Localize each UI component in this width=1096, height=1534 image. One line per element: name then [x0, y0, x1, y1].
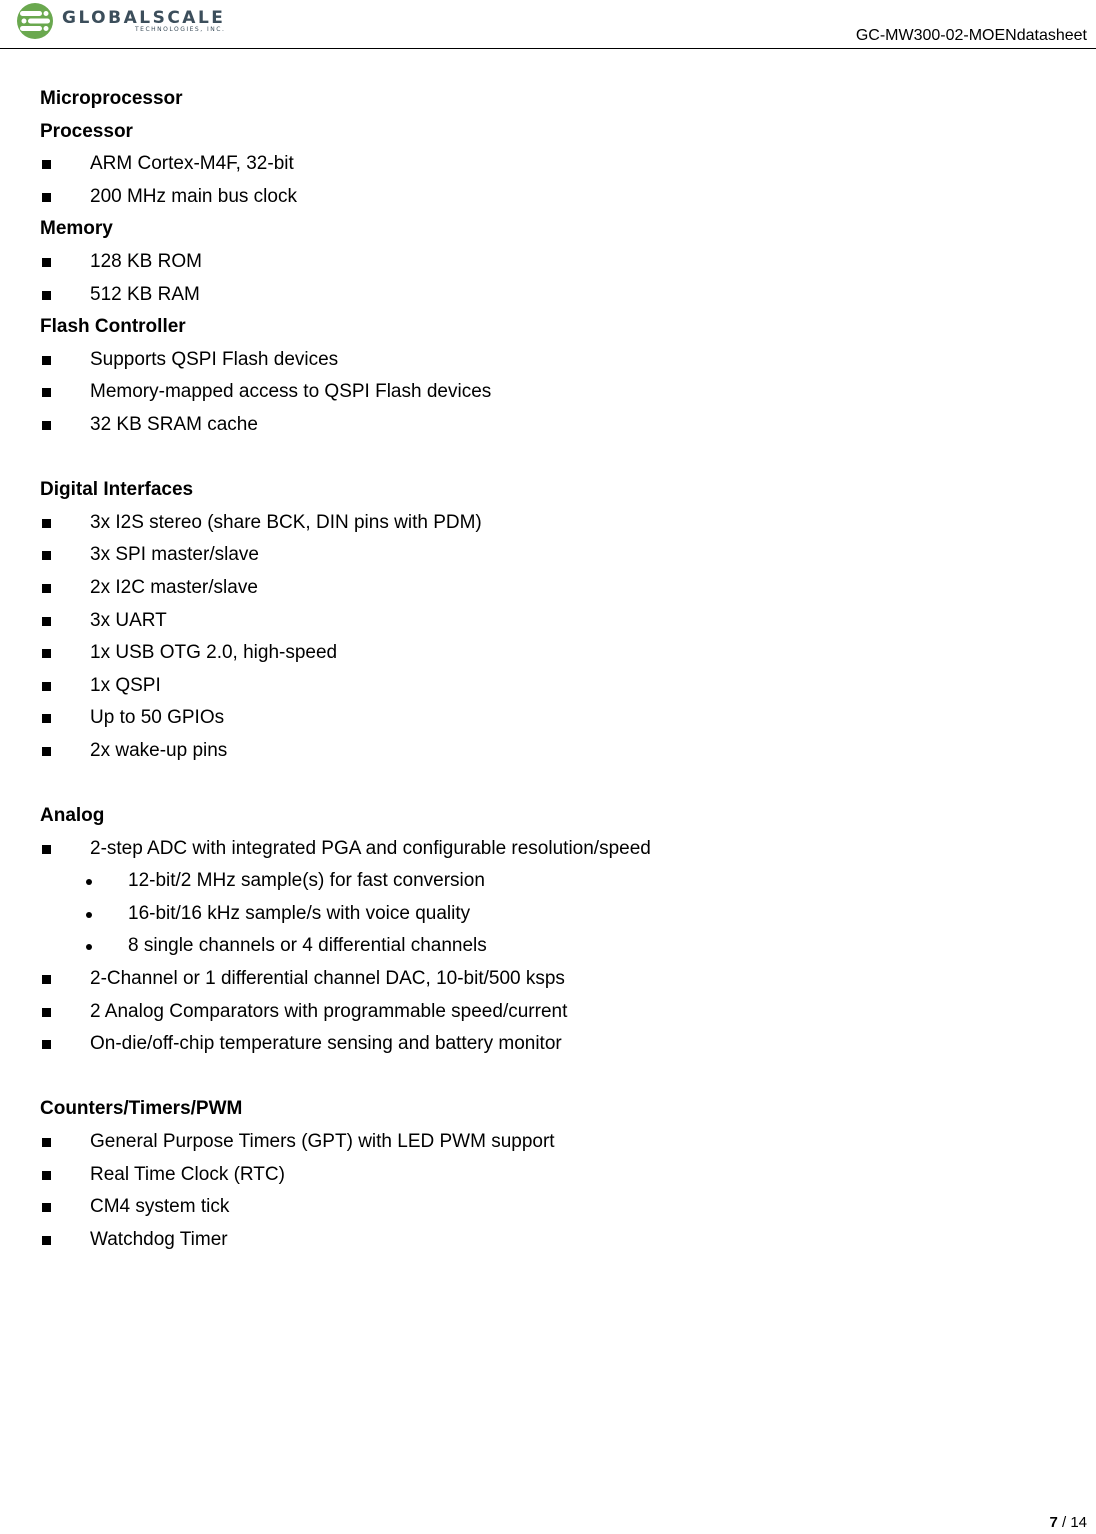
round-bullet-icon [86, 912, 92, 918]
list-item: 3x I2S stereo (share BCK, DIN pins with PDM) [40, 507, 1060, 540]
list-item: Memory-mapped access to QSPI Flash devices [40, 376, 1060, 409]
square-bullet-icon [42, 519, 51, 528]
list-item: 2x wake-up pins [40, 735, 1060, 768]
list-item: 1x QSPI [40, 670, 1060, 703]
list-item: 1x USB OTG 2.0, high-speed [40, 637, 1060, 670]
square-bullet-icon [42, 1040, 51, 1049]
sub-list-item: 8 single channels or 4 differential channels [40, 930, 1060, 963]
list-item: Up to 50 GPIOs [40, 702, 1060, 735]
square-bullet-icon [42, 845, 51, 854]
square-bullet-icon [42, 1138, 51, 1147]
list-item: CM4 system tick [40, 1191, 1060, 1224]
subsection-title-flash: Flash Controller [40, 316, 186, 338]
list-item: General Purpose Timers (GPT) with LED PWM support [40, 1126, 1060, 1159]
company-logo [16, 2, 225, 40]
page-header [0, 0, 1096, 49]
page-content [40, 83, 1060, 1256]
square-bullet-icon [42, 421, 51, 430]
square-bullet-icon [42, 193, 51, 202]
square-bullet-icon [42, 714, 51, 723]
list-item: 2-Channel or 1 differential channel DAC, 10-bit/500 ksps [40, 963, 1060, 996]
list-item: 3x UART [40, 605, 1060, 638]
list-item: ARM Cortex-M4F, 32-bit [40, 148, 1060, 181]
logo-name: GLOBALSCALE [62, 8, 226, 28]
square-bullet-icon [42, 388, 51, 397]
spacer [40, 442, 1060, 475]
page-number: 7 / 14 [1049, 1514, 1087, 1531]
square-bullet-icon [42, 258, 51, 267]
header-divider [0, 48, 1096, 49]
subsection-title-memory: Memory [40, 218, 113, 240]
logo-subtitle: TECHNOLOGIES, INC. [134, 26, 226, 33]
list-item: On-die/off-chip temperature sensing and battery monitor [40, 1028, 1060, 1061]
list-item: 3x SPI master/slave [40, 539, 1060, 572]
list-item: 32 KB SRAM cache [40, 409, 1060, 442]
list-item: 128 KB ROM [40, 246, 1060, 279]
list-item: Supports QSPI Flash devices [40, 344, 1060, 377]
spacer [40, 767, 1060, 800]
square-bullet-icon [42, 649, 51, 658]
square-bullet-icon [42, 584, 51, 593]
subsection-title-processor: Processor [40, 120, 133, 142]
square-bullet-icon [42, 975, 51, 984]
square-bullet-icon [42, 160, 51, 169]
square-bullet-icon [42, 1171, 51, 1180]
square-bullet-icon [42, 1008, 51, 1017]
globalscale-logo-icon [16, 2, 54, 40]
total-pages: 14 [1070, 1514, 1087, 1531]
square-bullet-icon [42, 1203, 51, 1212]
square-bullet-icon [42, 291, 51, 300]
list-item: Real Time Clock (RTC) [40, 1159, 1060, 1192]
section-title-microprocessor: Microprocessor [40, 88, 183, 109]
sub-list-item: 16-bit/16 kHz sample/s with voice quality [40, 898, 1060, 931]
round-bullet-icon [86, 879, 92, 885]
round-bullet-icon [86, 944, 92, 950]
list-item: 512 KB RAM [40, 279, 1060, 312]
list-item: 2x I2C master/slave [40, 572, 1060, 605]
sub-list-item: 12-bit/2 MHz sample(s) for fast conversion [40, 865, 1060, 898]
list-item: 2-step ADC with integrated PGA and configurable resolution/speed [40, 833, 1060, 866]
spacer [40, 1061, 1060, 1094]
section-title-analog: Analog [40, 805, 105, 827]
square-bullet-icon [42, 551, 51, 560]
square-bullet-icon [42, 747, 51, 756]
square-bullet-icon [42, 1236, 51, 1245]
square-bullet-icon [42, 617, 51, 626]
square-bullet-icon [42, 356, 51, 365]
section-title-counters-timers: Counters/Timers/PWM [40, 1098, 243, 1120]
list-item: Watchdog Timer [40, 1224, 1060, 1257]
section-title-digital-interfaces: Digital Interfaces [40, 479, 194, 501]
square-bullet-icon [42, 682, 51, 691]
list-item: 200 MHz main bus clock [40, 181, 1060, 214]
document-id: GC-MW300-02-MOENdatasheet [855, 27, 1087, 44]
list-item: 2 Analog Comparators with programmable speed/current [40, 996, 1060, 1029]
current-page: 7 [1049, 1514, 1058, 1531]
